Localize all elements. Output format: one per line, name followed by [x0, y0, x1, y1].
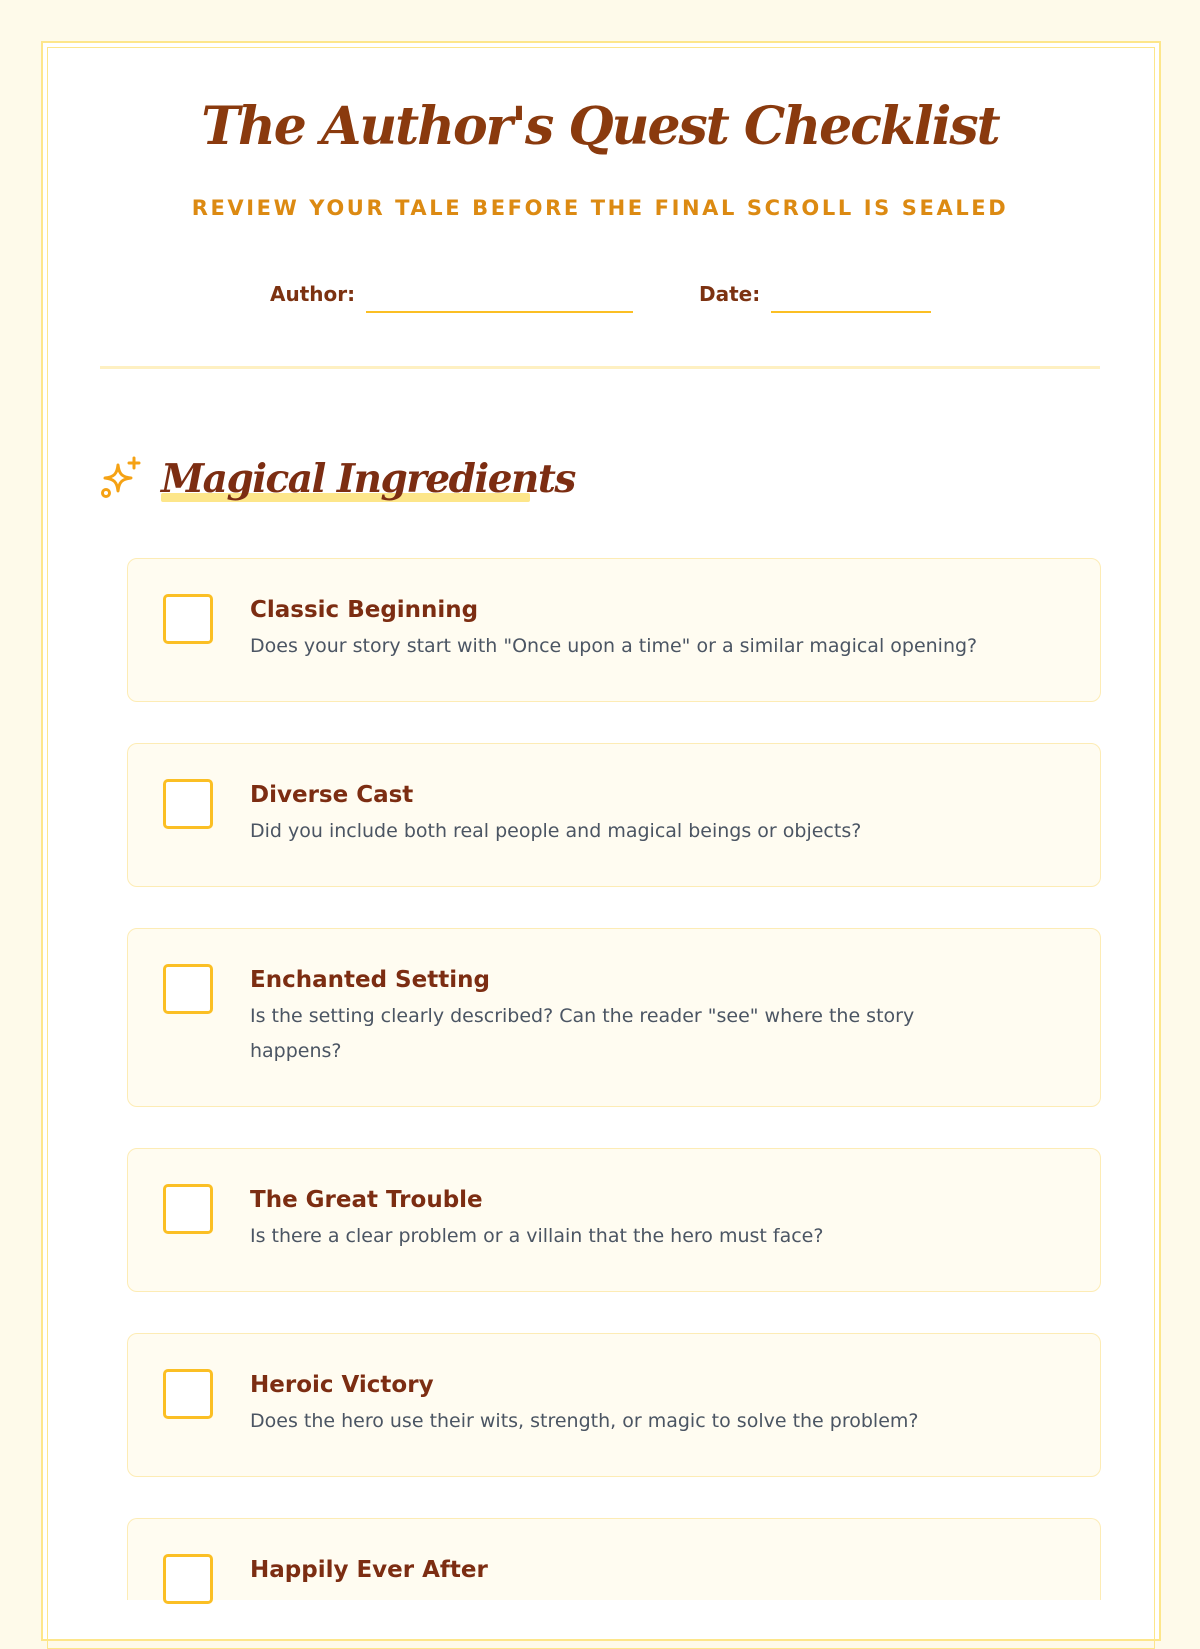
- item-description: Does the hero use their wits, strength, or magic to solve the problem?: [250, 1410, 919, 1432]
- item-description: Is there a clear problem or a villain that the hero must face?: [250, 1225, 824, 1247]
- section-title: Magical Ingredients: [161, 456, 575, 502]
- item-checkbox[interactable]: [163, 1554, 213, 1604]
- item-title: Heroic Victory: [250, 1372, 434, 1398]
- item-title: Enchanted Setting: [250, 967, 490, 993]
- checklist-item: [127, 1148, 1101, 1292]
- date-label: Date:: [699, 282, 761, 306]
- item-checkbox[interactable]: [163, 1184, 213, 1234]
- item-title: The Great Trouble: [250, 1187, 483, 1213]
- item-description: Is the setting clearly described? Can the reader "see" where the story happens?: [250, 1005, 915, 1062]
- item-title: Diverse Cast: [250, 782, 414, 808]
- author-label: Author:: [270, 282, 356, 306]
- item-description: Does your story start with "Once upon a time" or a similar magical opening?: [250, 635, 978, 657]
- author-field[interactable]: [366, 311, 633, 313]
- header-divider: [100, 366, 1100, 369]
- checklist-item: [127, 928, 1101, 1107]
- page-subtitle: REVIEW YOUR TALE BEFORE THE FINAL SCROLL IS SEALED: [191, 196, 1009, 220]
- item-checkbox[interactable]: [163, 594, 213, 644]
- date-field[interactable]: [771, 311, 931, 313]
- checklist-item: [127, 1518, 1101, 1600]
- item-title: Happily Ever After: [250, 1557, 488, 1583]
- item-checkbox[interactable]: [163, 1369, 213, 1419]
- checklist-item: [127, 1333, 1101, 1477]
- checklist-item: [127, 743, 1101, 887]
- item-description: Did you include both real people and magical beings or objects?: [250, 820, 862, 842]
- checklist-item: [127, 558, 1101, 702]
- item-checkbox[interactable]: [163, 779, 213, 829]
- page-title: The Author's Quest Checklist: [201, 96, 999, 157]
- sparkles-icon: [99, 456, 143, 500]
- item-title: Classic Beginning: [250, 597, 479, 623]
- item-checkbox[interactable]: [163, 964, 213, 1014]
